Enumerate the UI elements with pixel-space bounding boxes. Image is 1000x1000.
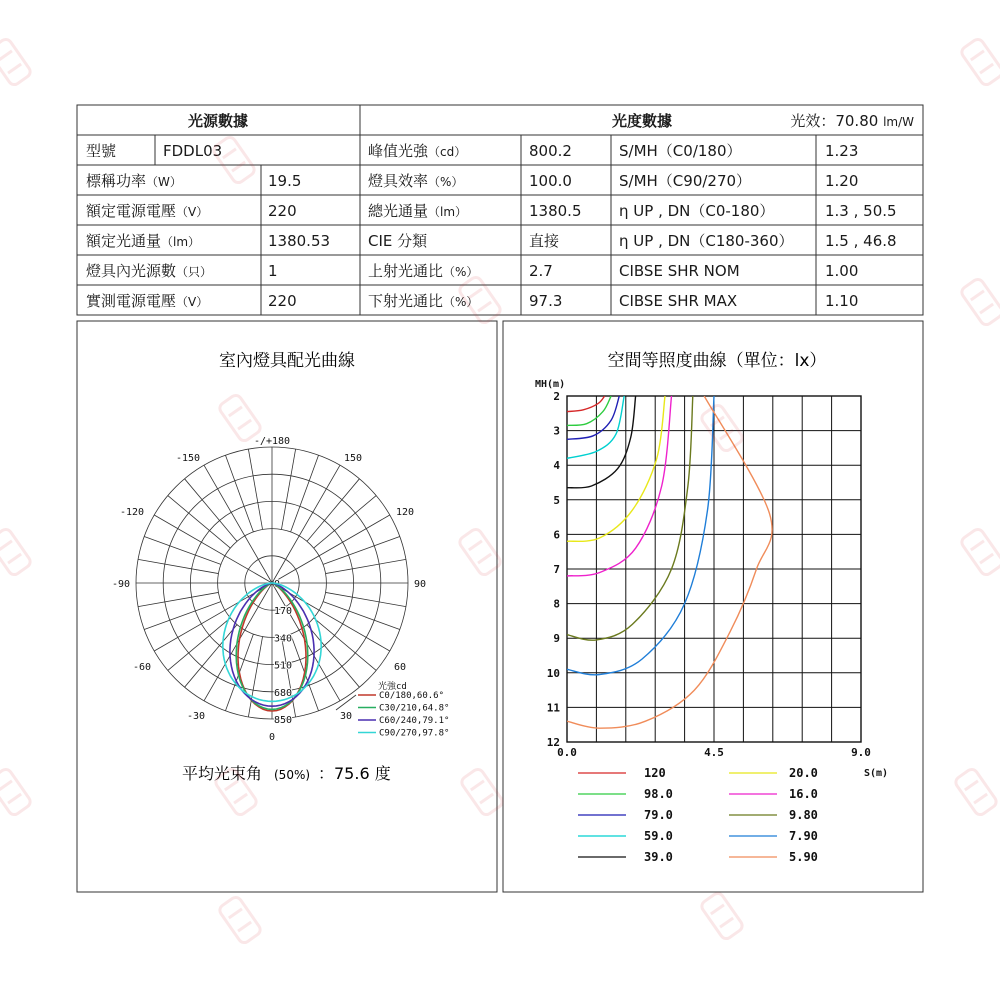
- watermark-stamp: [960, 37, 1000, 87]
- light-source-value: 220: [268, 292, 297, 310]
- watermark-stamp: [0, 767, 32, 817]
- watermark-shape: [478, 302, 491, 311]
- isolux-y-tick: 9: [553, 632, 560, 646]
- watermark-stamp: [218, 393, 263, 443]
- polar-angle-label: -150: [175, 453, 201, 464]
- polar-angle-label: -90: [111, 579, 131, 590]
- watermark-shape: [0, 37, 32, 87]
- light-source-value: 19.5: [268, 172, 302, 190]
- watermark-stamp: [458, 275, 503, 325]
- polar-spoke: [326, 559, 406, 573]
- watermark-shape: [229, 909, 242, 918]
- photometric-label-2: η UP , DN（C180-360）: [619, 232, 794, 250]
- watermark-shape: [212, 135, 257, 185]
- polar-angle-label: 120: [395, 507, 415, 518]
- watermark-shape: [965, 781, 978, 790]
- isolux-legend-label: 5.90: [789, 850, 818, 864]
- watermark-shape: [0, 527, 32, 577]
- isolux-legend: [578, 766, 818, 864]
- watermark-shape: [971, 291, 984, 300]
- polar-spoke: [323, 602, 400, 630]
- photometric-label-2: η UP , DN（C0-180）: [619, 202, 775, 220]
- isolux-grid: [567, 396, 861, 742]
- photometric-label-2: S/MH（C0/180）: [619, 142, 742, 160]
- watermark-shape: [218, 393, 263, 443]
- isolux-y-tick: 10: [546, 666, 560, 680]
- watermark-shape: [238, 420, 251, 429]
- polar-angle-label: -60: [132, 662, 152, 673]
- isolux-y-tick: 4: [553, 459, 560, 473]
- photometric-label: 總光通量（lm）: [368, 202, 468, 220]
- isolux-y-tick: 12: [546, 736, 560, 749]
- isolux-legend-label: 98.0: [644, 787, 673, 801]
- isolux-y-tick: 7: [553, 563, 560, 576]
- isolux-contours: [567, 396, 772, 728]
- polar-radial-label: 0: [274, 579, 281, 590]
- light-source-label: 燈具內光源數（只）: [86, 262, 213, 280]
- polar-spoke: [144, 602, 221, 630]
- watermark-shape: [980, 64, 993, 73]
- photometric-label-2: CIBSE SHR MAX: [619, 292, 738, 310]
- photometric-value: 800.2: [529, 142, 572, 160]
- polar-legend-label: C0/180,60.6°: [379, 691, 445, 701]
- isolux-chart: [535, 379, 888, 779]
- photometric-value: 直接: [529, 232, 560, 250]
- watermark-shape: [711, 905, 724, 914]
- watermark-shape: [0, 51, 12, 60]
- polar-angle-label: -30: [186, 711, 206, 722]
- photometric-value: 1380.5: [529, 202, 582, 220]
- polar-radial-label: 170: [274, 606, 293, 618]
- isolux-y-tick: 8: [553, 597, 560, 611]
- photometric-label: 燈具效率（%）: [368, 172, 464, 190]
- isolux-legend-label: 16.0: [789, 787, 818, 801]
- beam-angle-unit: (50%): [274, 768, 311, 782]
- watermark-stamp: [700, 891, 745, 941]
- polar-spoke: [248, 449, 262, 529]
- watermark-shape: [971, 541, 984, 550]
- photometric-value: 2.7: [529, 262, 553, 280]
- isolux-x-axis-title: S(m): [863, 768, 889, 779]
- photometric-label-2: S/MH（C90/270）: [619, 172, 752, 190]
- watermark-shape: [720, 918, 733, 927]
- isolux-y-axis-title: MH(m): [535, 379, 566, 390]
- isolux-legend-label: 7.90: [789, 829, 818, 843]
- photometric-label: 上射光通比（%）: [368, 262, 479, 280]
- photometric-value: 97.3: [529, 292, 563, 310]
- photometric-header: 光度數據: [611, 112, 673, 130]
- light-source-value: 1: [268, 262, 278, 280]
- watermark-shape: [460, 767, 505, 817]
- watermark-shape: [974, 794, 987, 803]
- watermark-shape: [218, 895, 263, 945]
- light-source-label: 型號: [86, 142, 117, 160]
- isolux-panel-title: 空間等照度曲線（單位：lx）: [607, 351, 827, 371]
- watermark-stamp: [458, 527, 503, 577]
- watermark-shape: [954, 767, 999, 817]
- polar-radial-label: 680: [274, 687, 293, 699]
- light-source-label: 額定光通量（lm）: [86, 232, 201, 250]
- photometric-value: 100.0: [529, 172, 572, 190]
- polar-spoke: [138, 592, 218, 606]
- watermark-stamp: [960, 277, 1000, 327]
- polar-light-distribution-chart: [112, 436, 449, 743]
- watermark-stamp: [460, 767, 505, 817]
- watermark-shape: [700, 403, 745, 453]
- watermark-shape: [238, 922, 251, 931]
- isolux-legend-label: 59.0: [644, 829, 673, 843]
- polar-angle-label: 0: [268, 732, 276, 743]
- isolux-y-tick: 11: [546, 701, 560, 715]
- polar-panel-title: 室內燈具配光曲線: [219, 351, 355, 371]
- photometric-label: CIE 分類: [368, 232, 428, 250]
- isolux-legend-label: 120: [644, 766, 666, 780]
- watermark-stamp: [212, 135, 257, 185]
- photometric-value-2: 1.20: [825, 172, 859, 190]
- isolux-contour: [567, 396, 619, 439]
- isolux-legend-label: 20.0: [789, 766, 818, 780]
- watermark-shape: [0, 541, 12, 550]
- polar-legend-label: C90/270,97.8°: [379, 728, 450, 739]
- watermark-stamp: [0, 37, 32, 87]
- isolux-contour: [567, 396, 772, 728]
- efficacy-text: 光效：70.80 lm/W: [790, 112, 914, 130]
- watermark-shape: [971, 51, 984, 60]
- polar-angle-label: 30: [339, 711, 353, 722]
- polar-spoke: [323, 536, 400, 564]
- watermark-stamp: [954, 767, 999, 817]
- polar-angle-label: -120: [119, 507, 145, 518]
- isolux-y-tick: 5: [553, 493, 560, 507]
- polar-spoke: [291, 455, 319, 532]
- polar-legend-title: 光強cd: [378, 682, 407, 692]
- light-source-label: 標稱功率（W）: [86, 172, 182, 190]
- watermark-shape: [960, 37, 1000, 87]
- light-source-label: 額定電源電壓（V）: [86, 202, 209, 220]
- watermark-shape: [229, 407, 242, 416]
- polar-angle-label: -/+180: [253, 436, 291, 447]
- photometric-value-2: 1.5 , 46.8: [825, 232, 897, 250]
- watermark-shape: [960, 527, 1000, 577]
- watermark-shape: [471, 781, 484, 790]
- watermark-shape: [223, 149, 236, 158]
- photometric-value-2: 1.00: [825, 262, 859, 280]
- watermark-shape: [720, 430, 733, 439]
- isolux-x-tick: 4.5: [704, 746, 724, 759]
- watermark-shape: [232, 162, 245, 171]
- watermark-shape: [478, 554, 491, 563]
- watermark-shape: [469, 541, 482, 550]
- isolux-y-tick: 6: [553, 528, 560, 542]
- photometric-value-2: 1.10: [825, 292, 859, 310]
- polar-spoke: [138, 559, 218, 573]
- polar-radial-label: 510: [274, 660, 293, 672]
- polar-radial-label: 850: [274, 715, 293, 726]
- polar-angle-label: 60: [393, 662, 407, 673]
- photometric-label-2: CIBSE SHR NOM: [619, 262, 740, 280]
- isolux-contour: [567, 396, 714, 675]
- photometric-label: 峰值光強（cd）: [368, 142, 467, 160]
- watermark-shape: [0, 781, 12, 790]
- light-source-label: 實測電源電壓（V）: [86, 292, 209, 310]
- watermark-stamp: [700, 403, 745, 453]
- light-source-value: FDDL03: [163, 142, 223, 160]
- photometric-value-2: 1.23: [825, 142, 859, 160]
- polar-legend-label: C30/210,64.8°: [379, 703, 450, 714]
- isolux-legend-label: 39.0: [644, 850, 673, 864]
- watermark-stamp: [218, 895, 263, 945]
- light-source-value: 220: [268, 202, 297, 220]
- isolux-contour: [567, 396, 605, 412]
- photometric-label: 下射光通比（%）: [368, 292, 479, 310]
- polar-legend-label: C60/240,79.1°: [379, 716, 450, 726]
- watermark-shape: [980, 554, 993, 563]
- watermark-shape: [458, 527, 503, 577]
- isolux-y-tick: 2: [553, 390, 560, 403]
- polar-legend: [336, 680, 449, 739]
- isolux-x-tick: 0.0: [557, 746, 577, 759]
- watermark-stamp: [960, 527, 1000, 577]
- watermark-shape: [8, 64, 21, 73]
- polar-angle-label: 90: [413, 579, 427, 590]
- polar-spoke: [225, 455, 253, 532]
- isolux-legend-label: 9.80: [789, 808, 818, 822]
- light-source-value: 1380.53: [268, 232, 331, 250]
- isolux-x-tick: 9.0: [851, 746, 871, 759]
- watermark-shape: [8, 554, 21, 563]
- photometric-value-2: 1.3 , 50.5: [825, 202, 897, 220]
- isolux-contour: [567, 396, 665, 541]
- table-text: [86, 112, 914, 310]
- light-source-header: 光源數據: [187, 112, 249, 130]
- watermark-shape: [0, 767, 32, 817]
- polar-spoke: [144, 536, 221, 564]
- watermark-shape: [700, 891, 745, 941]
- watermark-shape: [234, 794, 247, 803]
- watermark-shape: [980, 304, 993, 313]
- polar-spoke: [326, 592, 406, 606]
- photometric-data-table: [77, 105, 923, 315]
- isolux-legend-label: 79.0: [644, 808, 673, 822]
- watermark-shape: [960, 277, 1000, 327]
- watermark-shape: [480, 794, 493, 803]
- polar-angle-label: 150: [343, 453, 363, 464]
- polar-radial-label: 340: [274, 633, 293, 645]
- beam-angle-label: 平均光束角: [182, 764, 263, 783]
- watermark-shape: [8, 794, 21, 803]
- watermark-stamp: [0, 527, 32, 577]
- isolux-y-tick: 3: [553, 424, 560, 438]
- beam-angle-value: ：75.6 度: [318, 764, 391, 783]
- watermark-shape: [458, 275, 503, 325]
- polar-spoke: [281, 449, 295, 529]
